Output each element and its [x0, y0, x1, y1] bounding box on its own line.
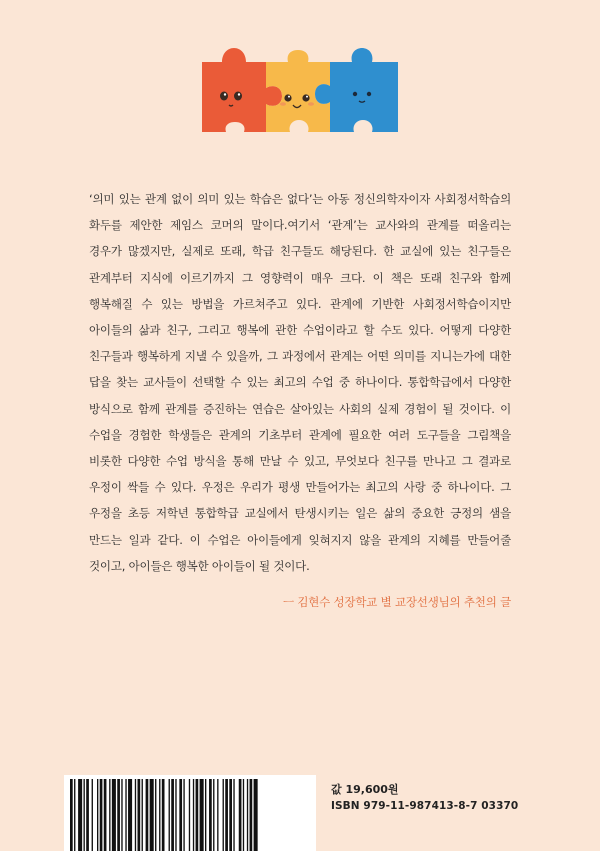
barcode-bar — [138, 779, 141, 851]
barcode-bar — [97, 779, 98, 851]
barcode-bar — [250, 779, 253, 851]
barcode-bar — [213, 779, 214, 851]
barcode-bar — [155, 779, 156, 851]
barcode-bar — [104, 779, 107, 851]
barcode-bar — [254, 779, 258, 851]
barcode-bar — [112, 779, 116, 851]
barcode-bar — [92, 779, 93, 851]
barcode-bar — [183, 779, 184, 851]
barcode-bar — [117, 779, 120, 851]
barcode-bar — [70, 779, 73, 851]
barcode-bar — [193, 779, 194, 851]
barcode-bar — [205, 779, 206, 851]
barcode-bar — [239, 779, 242, 851]
isbn-barcode — [64, 775, 316, 851]
barcode-bar — [162, 779, 165, 851]
barcode-bar — [78, 779, 82, 851]
barcode-bar — [225, 779, 228, 851]
barcode-bar — [223, 779, 224, 851]
barcode-bar — [247, 779, 248, 851]
barcode-bar — [209, 779, 212, 851]
barcode-bar — [84, 779, 85, 851]
barcode-bar — [146, 779, 149, 851]
barcode-bar — [100, 779, 103, 851]
isbn-number: ISBN 979-11-987413-8-7 03370 — [331, 800, 519, 812]
puzzle-illustration — [194, 40, 406, 140]
barcode-bar — [159, 779, 160, 851]
barcode-bar — [150, 779, 154, 851]
attribution: ㅡ 김현수 성장학교 별 교장선생님의 추천의 글 — [282, 595, 511, 609]
recommendation-text: ‘의미 있는 관계 없이 의미 있는 학습은 없다’는 아동 정신의학자이자 사회정서학습의 화두를 제안한 제임스 코머의 말이다.여기서 ‘관계’는 교사와의 관계를 떠올리는 경우가 많겠지만, 실제로 또래, 학급 친구들도 해당된다. 한 교실에 있는 친구들은 관계부터 지식에 이르기까지 그 영향력이 매우 크다. 이 책은 또래 친구와 함께 행복해질 수 있는 방법을 가르쳐주고 있다. 관계에 기반한 사회정서학습이지만 아이들의 삶과 친구, 그리고 행복에 관한 수업이라고 할 수도 있다. 어떻게 다양한 친구들과 행복하게 지낼 수 있을까, 그 과정에서 관계는 어떤 의미를 지니는가에 대한 답을 찾는 교사들이 선택할 수 있는 최고의 수업 중 하나이다. 통합학급에서 다양한 방식으로 함께 관계를 증진하는 연습은 살아있는 사회의 실제 경험이 될 것이다. 이 수업을 경험한 학생들은 관계의 기초부터 관계에 필요한 여러 도구들을 그림책을 비롯한 다양한 수업 방식을 통해 만날 수 있고, 무엇보다 친구를 만나고 그 결과로 우정이 싹들 수 있다. 우정은 우리가 평생 만들어가는 최고의 사랑 중 하나이다. 그 우정을 초등 저학년 통합학급 교실에서 탄생시키는 일은 삶의 중요한 긍정의 샘을 만드는 일과 같다. 이 수업은 아이들에게 잊혀지지 않을 관계의 지혜를 만들어줄 것이고, 아이들은 행복한 아이들이 될 것이다. — [89, 192, 511, 573]
barcode-bar — [171, 779, 174, 851]
barcode-bar — [142, 779, 143, 851]
barcode-bar — [200, 779, 204, 851]
barcode-bar — [135, 779, 136, 851]
barcode-bar — [233, 779, 234, 851]
barcode-bar — [179, 779, 182, 851]
barcode-bar — [175, 779, 176, 851]
barcode-bar — [189, 779, 190, 851]
barcode-bar — [217, 779, 218, 851]
barcode-bar — [125, 779, 126, 851]
barcode-bar — [86, 779, 89, 851]
barcode-bar — [128, 779, 132, 851]
barcode-bar — [196, 779, 199, 851]
barcode-bar — [229, 779, 232, 851]
barcode-bar — [169, 779, 170, 851]
barcode-bar — [109, 779, 110, 851]
price: 값 19,600원 — [331, 783, 399, 796]
barcode-bar — [74, 779, 75, 851]
barcode-bar — [243, 779, 244, 851]
barcode-bar — [121, 779, 122, 851]
